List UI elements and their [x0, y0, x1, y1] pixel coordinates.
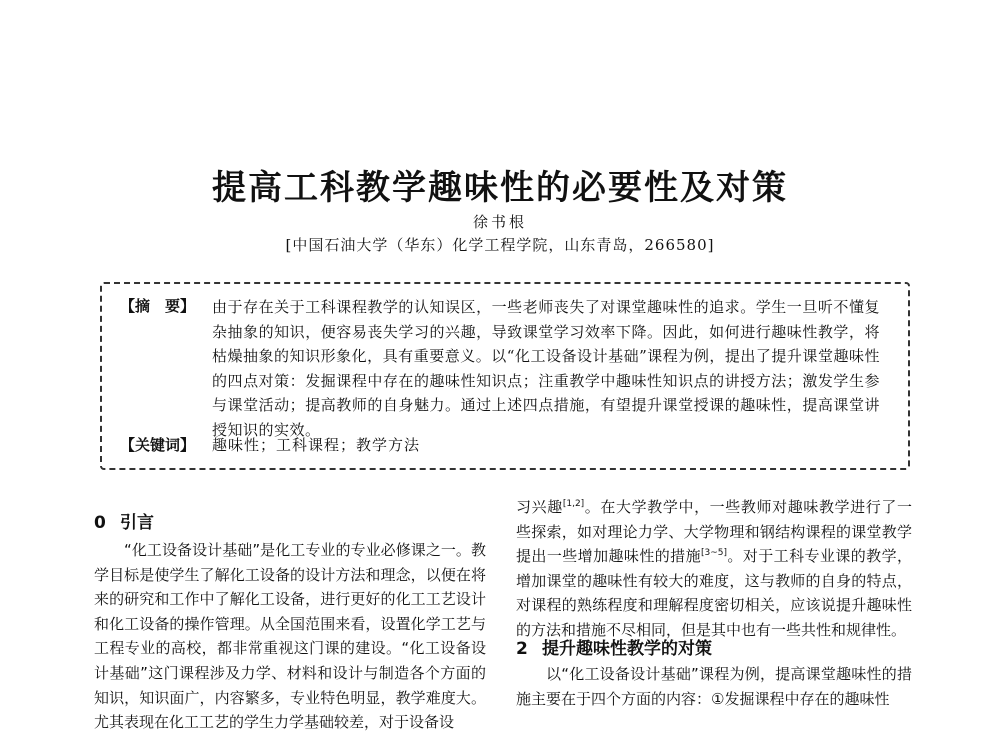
keywords-label: 【关键词】	[120, 436, 196, 454]
section-number: 2	[516, 639, 528, 659]
author-affiliation: [中国石油大学（华东）化学工程学院，山东青岛，266580]	[285, 236, 715, 254]
section-heading-2	[516, 634, 712, 659]
paper-title: 提高工科教学趣味性的必要性及对策	[212, 168, 788, 208]
section-2-paragraph: 以“化工设备设计基础”课程为例，提高课堂趣味性的措施主要在于四个方面的内容：①发掘课程中存在的趣味性	[516, 665, 912, 708]
section-title: 引言	[120, 513, 154, 533]
intro-paragraph: “化工设备设计基础”是化工专业的专业必修课之一。教学目标是使学生了解化工设备的设计方法和理念，以便在将来的研究和工作中了解化工设备，进行更好的化工工艺设计和化工设备的操作管理。从全国范围来看，设置化学工艺与工程专业的高校，都非常重视这门课的建设。“化工设备设计基础”这门课程涉及力学、材料和设计与制造各个方面的知识，知识面广，内容繁多，专业特色明显，教学难度大。尤其表现在化工工艺的学生力学基础较差，对于设备设	[94, 541, 486, 732]
section-number: 0	[94, 513, 106, 533]
section-heading-intro	[94, 508, 154, 533]
text-segment: 。在大学教学中，一些教师对趣味教学进行了一些探索，如对理论力学、大学物理和钢结构课程的课堂教学提出一些增加趣味性的措施	[516, 498, 912, 566]
right-column-paragraph	[516, 495, 912, 643]
citation-ref: [1,2]	[562, 499, 585, 509]
author-name: 徐书根	[472, 213, 527, 231]
section-title: 提升趣味性教学的对策	[542, 639, 712, 659]
abstract-label: 【摘 要】	[120, 297, 196, 315]
text-segment: 习兴趣	[516, 498, 563, 516]
keywords-text: 趣味性；工科课程；教学方法	[212, 436, 421, 454]
text-segment: 。对于工科专业课的教学，增加课堂的趣味性有较大的难度，这与教师的自身的特点，对课程的熟练程度和理解程度密切相关，应该说提升趣味性的方法和措施不尽相同，但是其中也有一些共性和规律性。	[516, 547, 912, 639]
abstract-text: 由于存在关于工科课程教学的认知误区，一些老师丧失了对课堂趣味性的追求。学生一旦听不懂复杂抽象的知识，便容易丧失学习的兴趣，导致课堂学习效率下降。因此，如何进行趣味性教学，将枯燥抽象的知识形象化，具有重要意义。以“化工设备设计基础”课程为例，提出了提升课堂趣味性的四点对策：发掘课程中存在的趣味性知识点；注重教学中趣味性知识点的讲授方法；激发学生参与课堂活动；提高教师的自身魅力。通过上述四点措施，有望提升课堂授课的趣味性，提高课堂讲授知识的实效。	[212, 298, 880, 439]
citation-ref: [3~5]	[700, 548, 727, 559]
